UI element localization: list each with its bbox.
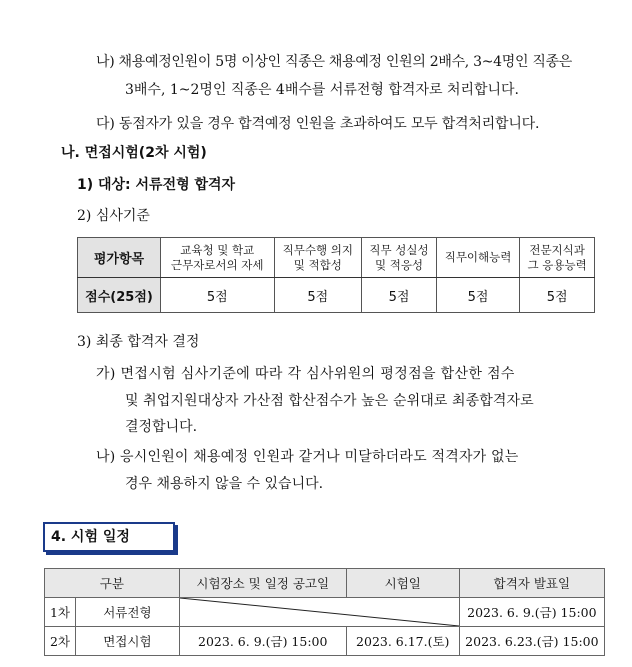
final-na-line2: 경우 채용하지 않을 수 있습니다. <box>125 476 324 492</box>
section-interview-heading: 나. 면접시험(2차 시험) <box>61 145 207 161</box>
schedule-type: 서류전형 <box>76 598 180 627</box>
criteria-score: 5점 <box>520 278 595 313</box>
criteria-item <box>436 238 519 278</box>
rule-da: 다) 동점자가 있을 경우 합격예정 인원을 초과하여도 모두 합격처리합니다. <box>96 116 540 132</box>
criteria-item-line: 직무이해능력 <box>444 250 512 264</box>
schedule-stage: 2차 <box>45 627 76 656</box>
criteria-item-line: 및 적합성 <box>293 257 342 272</box>
final-ga-line1: 가) 면접시험 심사기준에 따라 각 심사위원의 평정점을 합산한 점수 <box>96 366 515 382</box>
rule-na-line1: 나) 채용예정인원이 5명 이상인 직종은 채용예정 인원의 2배수, 3~4명인 직종은 <box>96 54 573 70</box>
criteria-item <box>161 238 275 278</box>
criteria-score: 5점 <box>161 278 275 313</box>
criteria-table <box>77 237 595 313</box>
criteria-item <box>362 238 437 278</box>
interview-target: 1) 대상: 서류전형 합격자 <box>77 177 236 193</box>
diagonal-line <box>180 598 459 626</box>
schedule-exam: 2023. 6.17.(토) <box>346 627 459 656</box>
criteria-score: 5점 <box>436 278 519 313</box>
criteria-score-row <box>78 278 595 313</box>
schedule-table <box>44 568 605 656</box>
schedule-header: 구분 <box>45 569 180 598</box>
final-heading: 3) 최종 합격자 결정 <box>77 334 200 350</box>
criteria-header-row <box>78 238 595 278</box>
schedule-result: 2023. 6. 9.(금) 15:00 <box>459 598 604 627</box>
final-ga-line3: 결정합니다. <box>125 419 198 435</box>
criteria-heading: 2) 심사기준 <box>77 208 150 224</box>
schedule-header: 시험장소 및 일정 공고일 <box>179 569 346 598</box>
criteria-score: 5점 <box>362 278 437 313</box>
criteria-score: 5점 <box>274 278 362 313</box>
criteria-item-line: 근무자로서의 자세 <box>170 257 264 272</box>
rule-na-line2: 3배수, 1~2명인 직종은 4배수를 서류전형 합격자로 처리합니다. <box>125 82 520 98</box>
criteria-item-line: 직무 성실성 <box>369 242 429 257</box>
section-schedule-heading: 4. 시험 일정 <box>43 522 175 552</box>
criteria-item-line: 교육청 및 학교 <box>180 242 255 257</box>
schedule-header-row <box>45 569 605 598</box>
criteria-item-line: 직무수행 의지 <box>282 242 353 257</box>
criteria-header-label: 평가항목 <box>78 238 161 278</box>
schedule-row <box>45 598 605 627</box>
schedule-row <box>45 627 605 656</box>
schedule-notice: 2023. 6. 9.(금) 15:00 <box>179 627 346 656</box>
criteria-item-line: 전문지식과 <box>529 242 585 257</box>
criteria-item-line: 및 적응성 <box>374 257 424 272</box>
schedule-header: 합격자 발표일 <box>459 569 604 598</box>
schedule-stage: 1차 <box>45 598 76 627</box>
schedule-na-cell <box>179 598 459 627</box>
schedule-type: 면접시험 <box>76 627 180 656</box>
criteria-item <box>274 238 362 278</box>
final-ga-line2: 및 취업지원대상자 가산점 합산점수가 높은 순위대로 최종합격자로 <box>125 393 534 409</box>
criteria-score-label: 점수(25점) <box>78 278 161 313</box>
final-na-line1: 나) 응시인원이 채용예정 인원과 같거나 미달하더라도 적격자가 없는 <box>96 449 519 465</box>
criteria-item-line: 그 응용능력 <box>527 257 587 272</box>
schedule-header: 시험일 <box>346 569 459 598</box>
schedule-result: 2023. 6.23.(금) 15:00 <box>459 627 604 656</box>
criteria-item <box>520 238 595 278</box>
